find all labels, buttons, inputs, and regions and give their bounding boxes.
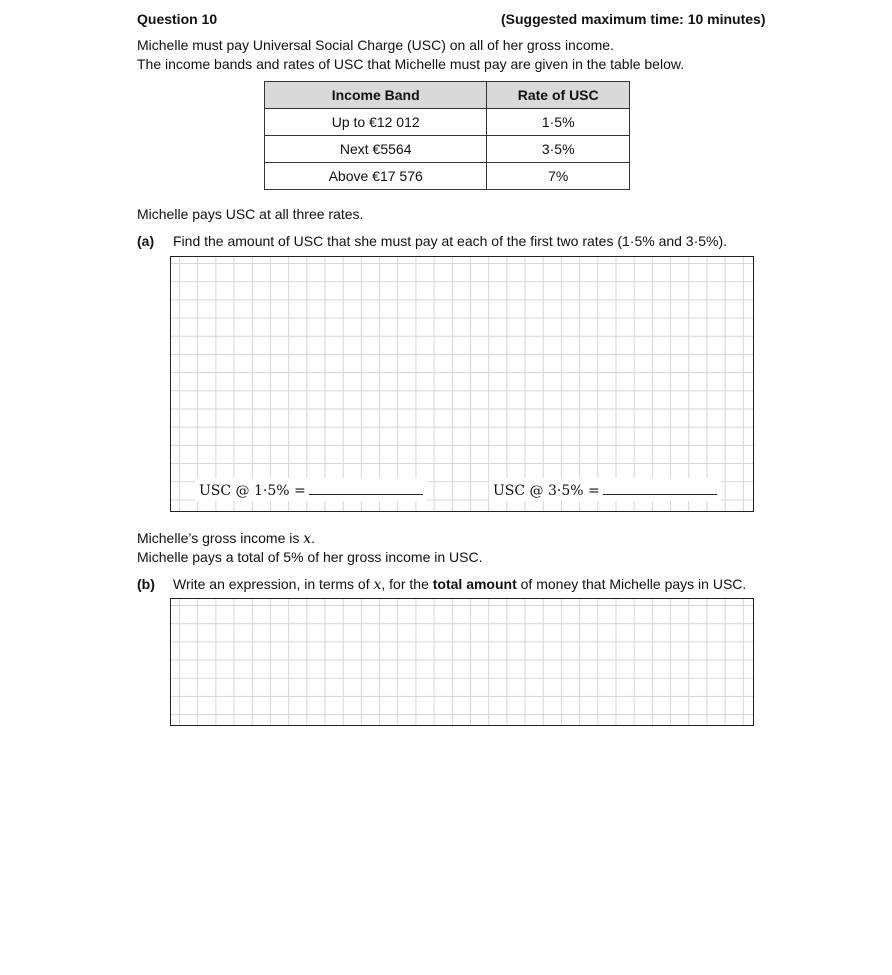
part-a-question [137,233,727,249]
part-b-text-post: of money that Michelle pays in USC. [516,576,747,592]
suggested-time: (Suggested maximum time: 10 minutes) [501,11,766,27]
intro-line-2: The income bands and rates of USC that Michelle must pay are given in the table below. [137,56,685,72]
table-row [265,163,630,190]
table-row [265,136,630,163]
table-cell-band: Up to €12 012 [265,109,487,136]
table-cell-band: Next €5564 [265,136,487,163]
intro-line-1: Michelle must pay Universal Social Charge (USC) on all of her gross income. [137,37,614,53]
answer-usc-3-5 [489,478,721,501]
part-b-text-bold: total amount [432,576,517,592]
statement-all-rates: Michelle pays USC at all three rates. [137,206,364,222]
answer-usc-1-5-blank[interactable] [309,480,423,495]
table-header-row [265,82,630,109]
part-b-text-mid: , for the [381,576,433,592]
header-income-band: Income Band [265,82,487,109]
answer-usc-1-5-label: USC @ 1·5% = [199,483,306,499]
gross-income-prefix: Michelle’s gross income is [137,530,304,546]
table-cell-rate: 3·5% [487,136,630,163]
answer-usc-3-5-blank[interactable] [603,480,717,495]
table-cell-band: Above €17 576 [265,163,487,190]
part-a-text: Find the amount of USC that she must pay at each of the first two rates (1·5% and 3·5%). [173,233,728,249]
gross-income-line [137,530,315,547]
part-b-text-pre: Write an expression, in terms of [173,576,374,592]
answer-grid-part-b[interactable] [170,598,754,726]
table-cell-rate: 1·5% [487,109,630,136]
part-b-question [137,576,746,593]
total-usc-line: Michelle pays a total of 5% of her gross income in USC. [137,549,483,565]
header-rate-of-usc: Rate of USC [487,82,630,109]
answer-grid-part-a[interactable] [170,256,754,512]
part-a-label: (a) [137,233,155,249]
table-row [265,109,630,136]
answer-usc-3-5-label: USC @ 3·5% = [493,483,600,499]
question-title: Question 10 [137,11,218,27]
part-b-label: (b) [137,576,155,592]
gross-income-suffix: . [311,530,316,546]
part-b-variable: x [373,577,382,593]
table-cell-rate: 7% [487,163,630,190]
usc-rate-table [264,81,630,190]
answer-usc-1-5 [195,478,427,501]
gross-income-variable: x [303,531,312,547]
